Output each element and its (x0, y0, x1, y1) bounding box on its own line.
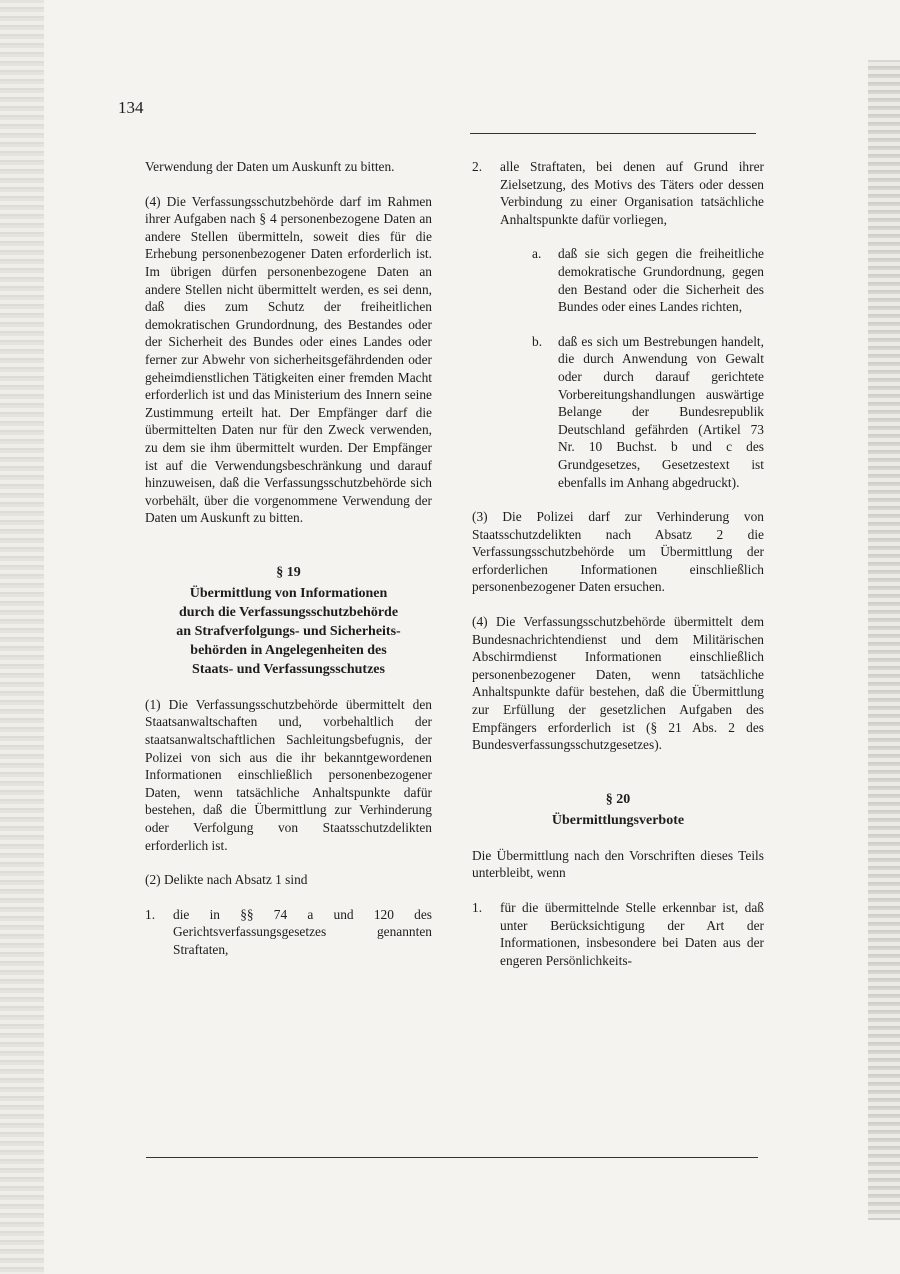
section-19-paragraph-4: (4) Die Verfassungsschutzbehörde übermittelt dem Bundesnachrichtendienst und dem Militärischen Abschirmdienst Informationen einschließlich personenbezogener Daten, wenn tatsächliche Anhaltspunkte dafür bestehen, daß die Übermittlung zur Erfüllung der gesetzlichen Aufgaben des Empfängers erforderlich ist (§ 21 Abs. 2 des Bundesverfassungsschutzgesetzes). (472, 614, 764, 753)
section-19-title-line: durch die Verfassungsschutzbehörde (178, 604, 399, 620)
section-19-paragraph-1: (1) Die Verfassungsschutzbehörde übermittelt den Staatsanwaltschaften und, vorbehaltlich der staatsanwaltschaftlichen Sachleitungsbefugnis, der Polizei von sich aus die ihr bekanntgewordenen Informationen einschließlich personenbezogener Daten, wenn tatsächliche Anhaltspunkte dafür bestehen, daß die Übermittlung zur Verhinderung oder Verfolgung von Staatsschutzdelikten erforderlich ist. (145, 696, 432, 853)
section-19-heading (145, 563, 432, 679)
footer-rule (146, 1157, 758, 1158)
sub-list-item-text: daß es sich um Bestrebungen handelt, die durch Anwendung von Gewalt oder durch darauf gerichtete Vorbereitungshandlungen auswärtige Belange der Bundesrepublik Deutschland gefährden (Artikel 73 Nr. 10 Buchst. b und c des Grundgesetzes, Gesetzestext ist ebenfalls im Anhang abgedruckt). (558, 333, 764, 490)
delikte-list (145, 906, 432, 959)
sub-list-item (532, 333, 764, 491)
list-item-text: für die übermittelnde Stelle erkennbar ist, daß unter Berücksichtigung der Art der Informationen, insbesondere bei Daten aus der engeren Persönlichkeits- (500, 900, 764, 968)
list-marker: 1. (145, 906, 156, 922)
list-item (472, 899, 764, 969)
list-item (145, 906, 432, 959)
scan-edge-right (868, 60, 900, 1220)
list-item-text: die in §§ 74 a und 120 des Gerichtsverfassungsgesetzes genannten Straftaten, (173, 906, 432, 957)
scan-edge-left (0, 0, 44, 1274)
section-19-number: § 19 (276, 564, 301, 580)
section-20-intro: Die Übermittlung nach den Vorschriften dieses Teils unterbleibt, wenn (472, 847, 764, 881)
left-column (145, 158, 432, 976)
section-19-paragraph-2: (2) Delikte nach Absatz 1 sind (145, 872, 308, 888)
sub-list-item (532, 245, 764, 315)
section-19-title-line: Staats- und Verfassungsschutzes (192, 661, 385, 677)
verbote-list (472, 899, 764, 969)
sub-list-item-text: daß sie sich gegen die freiheitliche demokratische Grundordnung, gegen den Bestand oder die Sicherheit des Bundes oder eines Landes richten, (558, 246, 764, 315)
sub-list-marker: a. (532, 246, 542, 262)
delikte-list-continued (472, 158, 764, 491)
list-marker: 2. (472, 159, 483, 174)
continued-paragraph: Verwendung der Daten um Auskunft zu bitten. (145, 159, 395, 174)
right-column (472, 158, 764, 986)
list-item (472, 158, 764, 491)
section-19-title-line: an Strafverfolgungs- und Sicherheits- (176, 623, 401, 639)
section-19-title-line: Übermittlung von Informationen (189, 585, 388, 601)
header-rule (470, 133, 756, 134)
page-number: 134 (118, 98, 144, 117)
list-marker: 1. (472, 900, 483, 915)
sub-list (500, 245, 764, 491)
section-20-number: § 20 (605, 791, 631, 807)
section-20-heading (472, 790, 764, 830)
section-19-paragraph-3: (3) Die Polizei darf zur Verhinderung von Staatsschutzdelikten nach Absatz 2 die Verfassungsschutzbehörde um Übermittlung der erforderlichen Informationen einschließlich personenbezogener Daten ersuchen. (472, 509, 764, 595)
list-item-text: alle Straftaten, bei denen auf Grund ihrer Zielsetzung, des Motivs des Täters oder dessen Verbindung zu einer Organisation tatsächliche Anhaltspunkte dafür vorliegen, (500, 159, 764, 227)
sub-list-marker: b. (532, 333, 543, 349)
section-20-title: Übermittlungsverbote (551, 812, 685, 828)
section-19-title-line: behörden in Angelegenheiten des (190, 642, 387, 658)
paragraph-4: (4) Die Verfassungsschutzbehörde darf im Rahmen ihrer Aufgaben nach § 4 personenbezogene Daten an andere Stellen übermitteln, soweit dies für die Erhebung personenbezogener Daten erforderlich ist. Im übrigen dürfen personenbezogene Daten an andere Stellen nicht übermittelt werden, es sei denn, daß dies zum Schutz der freiheitlichen demokratischen Grundordnung, des Bestandes oder der Sicherheit des Bundes oder eines Landes oder ferner zur Abwehr von sicherheitsgefährdenden oder geheimdienstlichen Tätigkeiten einer fremden Macht erforderlich ist und das Ministerium des Innern seine Zustimmung erteilt hat. Der Empfänger darf die übermittelten Daten nur für den Zweck verwenden, zu dem sie ihm übermittelt wurden. Der Empfänger ist auf die Verwendungsbeschränkung und darauf hinzuweisen, daß die Verfassungsschutzbehörde sich vorbehält, über die vorgenommene Verwendung der Daten um Auskunft zu bitten. (145, 193, 432, 526)
